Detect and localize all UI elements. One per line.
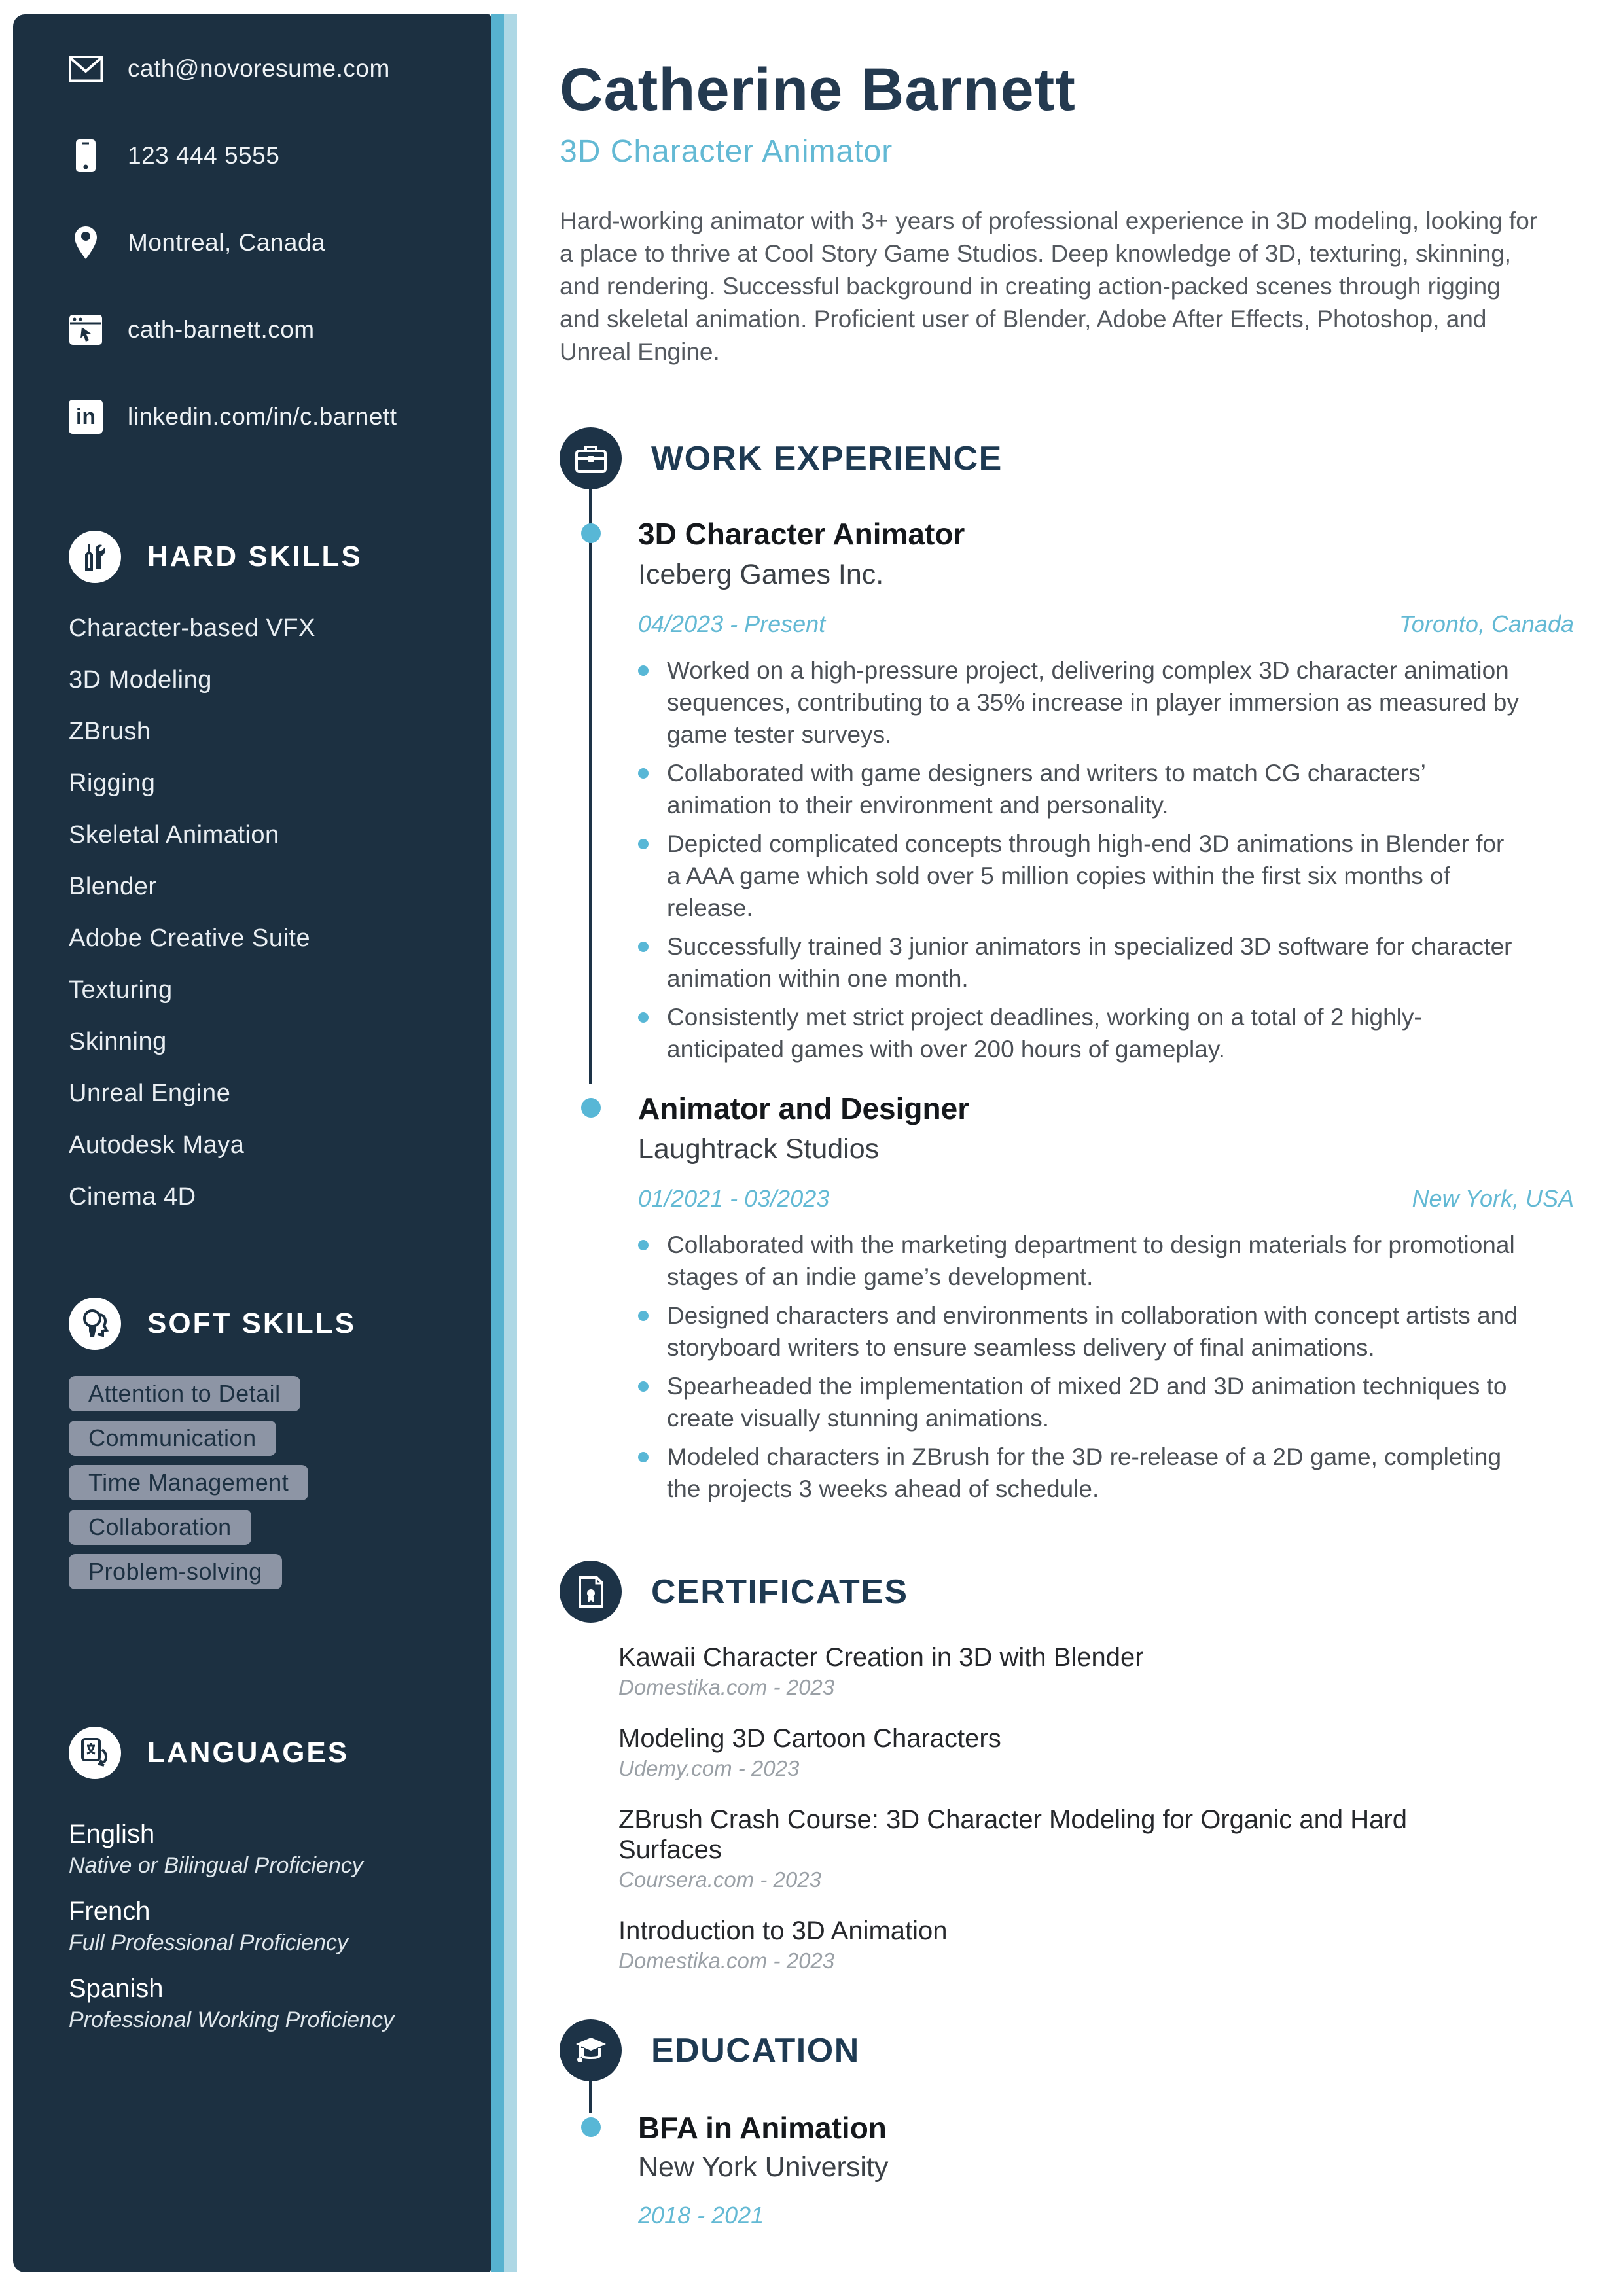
job-meta — [638, 1184, 1574, 1213]
contact-website-text[interactable]: cath-barnett.com — [128, 316, 315, 343]
job-company: Laughtrack Studios — [638, 1133, 880, 1165]
contact-email — [69, 52, 465, 86]
bullet-dot-icon — [638, 665, 649, 676]
education-dates: 2018 - 2021 — [638, 2202, 764, 2229]
language-item — [69, 1820, 465, 1879]
soft-skill-tag: Attention to Detail — [69, 1376, 300, 1411]
language-name: English — [69, 1820, 155, 1848]
job-entry — [560, 1091, 1574, 1505]
language-item — [69, 1974, 465, 2033]
person-name: Catherine Barnett — [560, 56, 1076, 123]
certificate-source: Udemy.com - 2023 — [618, 1756, 800, 1780]
summary-text: Hard-working animator with 3+ years of professional experience in 3D modeling, looking for a place to thrive at Cool Story Game Studios. Deep knowledge of 3D, texturing, skinning, and rendering. Successful background in creating action-packed scenes through rigging and skeletal animation. Proficient user of Blender, Adobe After Effects, Photoshop, and Unreal Engine. — [560, 207, 1538, 365]
bullet-item: Collaborated with the marketing department to design materials for promotional stages of an indie game’s development. — [638, 1229, 1574, 1293]
certificate-title: Introduction to 3D Animation — [618, 1916, 948, 1945]
certificate-item — [618, 1916, 1574, 1973]
bullet-item: Consistently met strict project deadlines, working on a total of 2 highly-anticipated games with over 200 hours of gameplay. — [638, 1001, 1574, 1065]
hard-skill-item: ZBrush — [69, 718, 151, 745]
job-meta — [638, 610, 1574, 639]
job-bullets — [638, 654, 1574, 1065]
languages-title: LANGUAGES — [147, 1737, 349, 1769]
job-dates: 04/2023 - Present — [638, 610, 826, 637]
hard-skill-item: Texturing — [69, 976, 173, 1004]
job-title: 3D Character Animator — [638, 517, 965, 551]
bullet-dot-icon — [638, 1452, 649, 1462]
certificate-title: Kawaii Character Creation in 3D with Blender — [618, 1643, 1144, 1672]
bullet-item: Collaborated with game designers and writers to match CG characters’ animation to their environment and personality. — [638, 757, 1574, 821]
tools-icon — [69, 531, 121, 583]
person-job-title: 3D Character Animator — [560, 134, 893, 169]
timeline-dot — [581, 1098, 601, 1118]
education-header — [560, 2019, 1574, 2081]
certificates-list — [560, 1642, 1574, 1973]
certificate-source: Domestika.com - 2023 — [618, 1675, 835, 1699]
work-experience-header — [560, 427, 1574, 489]
hard-skill-item: Skeletal Animation — [69, 821, 279, 849]
bullet-item: Designed characters and environments in collaboration with concept artists and storyboard writers to ensure seamless delivery of final animations. — [638, 1299, 1574, 1364]
language-name: Spanish — [69, 1974, 164, 2003]
linkedin-icon — [69, 400, 103, 434]
job-location: Toronto, Canada — [1399, 610, 1574, 637]
soft-skills-tags — [69, 1376, 465, 1589]
hard-skill-item: Character-based VFX — [69, 614, 315, 642]
hard-skills-title: HARD SKILLS — [147, 540, 363, 573]
bullet-item: Successfully trained 3 junior animators in specialized 3D software for character animation within one month. — [638, 930, 1574, 995]
contact-linkedin-text[interactable]: linkedin.com/in/c.barnett — [128, 403, 397, 430]
certificate-source: Domestika.com - 2023 — [618, 1949, 835, 1973]
contact-phone — [69, 139, 465, 173]
lightbulb-head-icon — [69, 1298, 121, 1350]
translate-icon — [69, 1727, 121, 1779]
soft-skill-tag: Time Management — [69, 1465, 308, 1500]
linkedin-badge: in — [69, 400, 103, 434]
education-degree: BFA in Animation — [638, 2111, 887, 2145]
bullet-dot-icon — [638, 942, 649, 952]
hard-skill-item: 3D Modeling — [69, 666, 212, 694]
hard-skill-item: Blender — [69, 873, 157, 900]
contact-email-text[interactable]: cath@novoresume.com — [128, 55, 390, 82]
bullet-item: Depicted complicated concepts through high-end 3D animations in Blender for a AAA game which sold over 5 million copies within the first six months of release. — [638, 828, 1574, 924]
hard-skill-item: Skinning — [69, 1028, 167, 1055]
hard-skills-header — [69, 531, 465, 583]
location-icon — [69, 226, 103, 260]
job-bullets — [638, 1229, 1574, 1505]
soft-skill-tag: Problem-solving — [69, 1554, 282, 1589]
certificate-item — [618, 1723, 1574, 1781]
soft-skills-title: SOFT SKILLS — [147, 1307, 356, 1339]
education-title: EDUCATION — [651, 2031, 860, 2070]
soft-skill-tag: Communication — [69, 1421, 276, 1456]
contact-phone-text[interactable]: 123 444 5555 — [128, 142, 280, 169]
job-location: New York, USA — [1412, 1185, 1574, 1212]
contact-location-text: Montreal, Canada — [128, 229, 326, 256]
language-level: Full Professional Proficiency — [69, 1930, 349, 1955]
certificate-item — [618, 1642, 1574, 1700]
bullet-item: Spearheaded the implementation of mixed 2D and 3D animation techniques to create visually stunning animations. — [638, 1370, 1574, 1434]
job-entry — [560, 517, 1574, 1065]
website-icon — [69, 313, 103, 347]
hard-skill-item: Adobe Creative Suite — [69, 925, 311, 952]
hard-skill-item: Unreal Engine — [69, 1080, 231, 1107]
language-level: Professional Working Proficiency — [69, 2007, 394, 2032]
email-icon — [69, 52, 103, 86]
jobs-list — [560, 517, 1574, 1505]
accent-stripe-light — [504, 14, 517, 2272]
bullet-dot-icon — [638, 768, 649, 779]
certificate-icon — [560, 1561, 622, 1623]
accent-stripe-medium — [491, 14, 504, 2272]
certificate-item — [618, 1805, 1574, 1892]
main-column — [560, 0, 1574, 2230]
timeline-dot — [581, 2117, 601, 2137]
language-item — [69, 1897, 465, 1956]
work-experience-title: WORK EXPERIENCE — [651, 439, 1003, 478]
graduation-cap-icon — [560, 2019, 622, 2081]
bullet-dot-icon — [638, 1240, 649, 1250]
languages-list — [69, 1820, 465, 2033]
language-name: French — [69, 1897, 151, 1926]
bullet-item: Worked on a high-pressure project, delivering complex 3D character animation sequences, contributing to a 35% increase in player immersion as measured by game tester surveys. — [638, 654, 1574, 751]
job-title: Animator and Designer — [638, 1091, 970, 1125]
soft-skill-tag: Collaboration — [69, 1510, 251, 1545]
certificates-title: CERTIFICATES — [651, 1572, 908, 1611]
hard-skills-list — [69, 616, 465, 1209]
job-company: Iceberg Games Inc. — [638, 559, 884, 590]
sidebar — [13, 14, 491, 2272]
hard-skill-item: Cinema 4D — [69, 1183, 196, 1210]
certificate-title: ZBrush Crash Course: 3D Character Modeling for Organic and Hard Surfaces — [618, 1805, 1407, 1864]
education-entry — [560, 2111, 1574, 2230]
certificate-source: Coursera.com - 2023 — [618, 1867, 821, 1892]
bullet-dot-icon — [638, 1381, 649, 1392]
bullet-item: Modeled characters in ZBrush for the 3D re-release of a 2D game, completing the projects 3 weeks ahead of schedule. — [638, 1441, 1574, 1505]
job-dates: 01/2021 - 03/2023 — [638, 1185, 830, 1212]
hard-skill-item: Autodesk Maya — [69, 1131, 245, 1159]
contact-linkedin — [69, 400, 465, 434]
bullet-dot-icon — [638, 1311, 649, 1321]
hard-skill-item: Rigging — [69, 769, 156, 797]
contact-website — [69, 313, 465, 347]
briefcase-icon — [560, 427, 622, 489]
certificates-header — [560, 1561, 1574, 1623]
bullet-dot-icon — [638, 1012, 649, 1023]
timeline-dot — [581, 523, 601, 543]
education-school: New York University — [638, 2151, 889, 2183]
soft-skills-header — [69, 1298, 465, 1350]
bullet-dot-icon — [638, 839, 649, 849]
certificate-title: Modeling 3D Cartoon Characters — [618, 1724, 1001, 1753]
languages-header — [69, 1727, 465, 1779]
language-level: Native or Bilingual Proficiency — [69, 1853, 363, 1878]
contact-location — [69, 226, 465, 260]
phone-icon — [69, 139, 103, 173]
